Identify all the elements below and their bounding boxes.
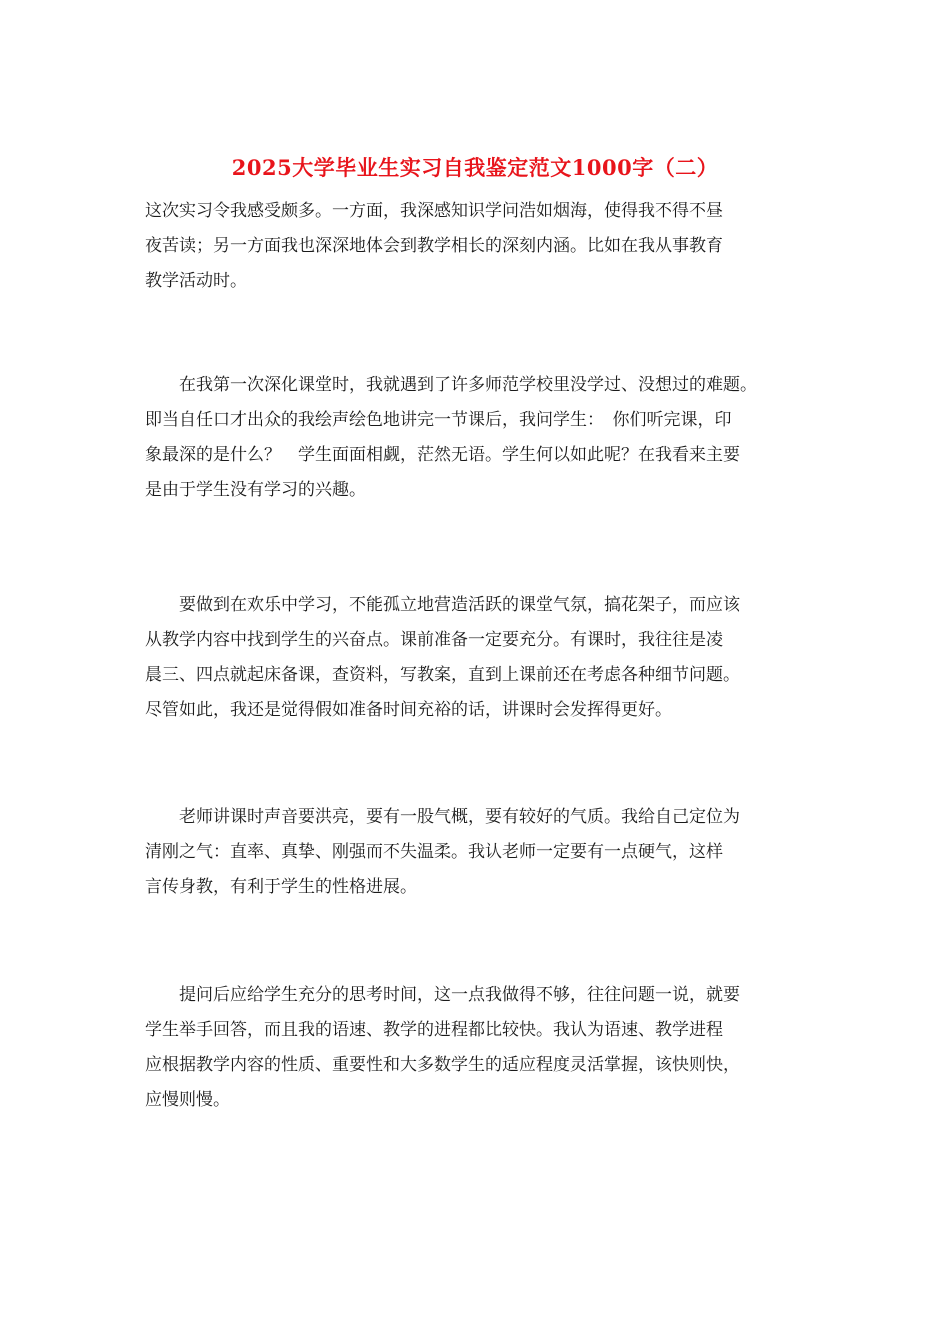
- paragraph-3: [145, 588, 815, 728]
- paragraph-line: 教学活动时。: [145, 271, 247, 291]
- paragraph-4: [145, 800, 815, 905]
- paragraph-line: 是由于学生没有学习的兴趣。: [145, 480, 366, 500]
- paragraph-line: 夜苦读；另一方面我也深深地体会到教学相长的深刻内涵。比如在我从事教育: [145, 236, 723, 256]
- paragraph-line: 尽管如此，我还是觉得假如准备时间充裕的话，讲课时会发挥得更好。: [145, 700, 672, 720]
- paragraph-line: 学生举手回答，而且我的语速、教学的进程都比较快。我认为语速、教学进程: [145, 1020, 723, 1040]
- paragraph-line: 老师讲课时声音要洪亮，要有一股气概，要有较好的气质。我给自己定位为: [145, 807, 740, 827]
- paragraph-2: [145, 368, 815, 508]
- paragraph-line: 在我第一次深化课堂时，我就遇到了许多师范学校里没学过、没想过的难题。: [145, 375, 757, 395]
- paragraph-line: 应慢则慢。: [145, 1090, 230, 1110]
- paragraph-line: 即当自任口才出众的我绘声绘色地讲完一节课后，我问学生： 你们听完课，印: [145, 410, 732, 430]
- paragraph-line: 这次实习令我感受颇多。一方面，我深感知识学问浩如烟海，使得我不得不昼: [145, 201, 723, 221]
- document-title: 2025大学毕业生实习自我鉴定范文1000字（二）: [231, 155, 719, 180]
- paragraph-line: 应根据教学内容的性质、重要性和大多数学生的适应程度灵活掌握，该快则快，: [145, 1055, 740, 1075]
- paragraph-line: 从教学内容中找到学生的兴奋点。课前准备一定要充分。有课时，我往往是凌: [145, 630, 723, 650]
- paragraph-line: 清刚之气：直率、真挚、刚强而不失温柔。我认老师一定要有一点硬气，这样: [145, 842, 723, 862]
- paragraph-line: 言传身教，有利于学生的性格进展。: [145, 877, 417, 897]
- paragraph-line: 要做到在欢乐中学习，不能孤立地营造活跃的课堂气氛，搞花架子，而应该: [145, 595, 740, 615]
- paragraph-line: 象最深的是什么？ 学生面面相觑，茫然无语。学生何以如此呢？在我看来主要: [145, 445, 740, 465]
- paragraph-1: [145, 194, 815, 299]
- paragraph-5: [145, 978, 815, 1118]
- paragraph-line: 提问后应给学生充分的思考时间，这一点我做得不够，往往问题一说，就要: [145, 985, 740, 1005]
- paragraph-line: 晨三、四点就起床备课，查资料，写教案，直到上课前还在考虑各种细节问题。: [145, 665, 740, 685]
